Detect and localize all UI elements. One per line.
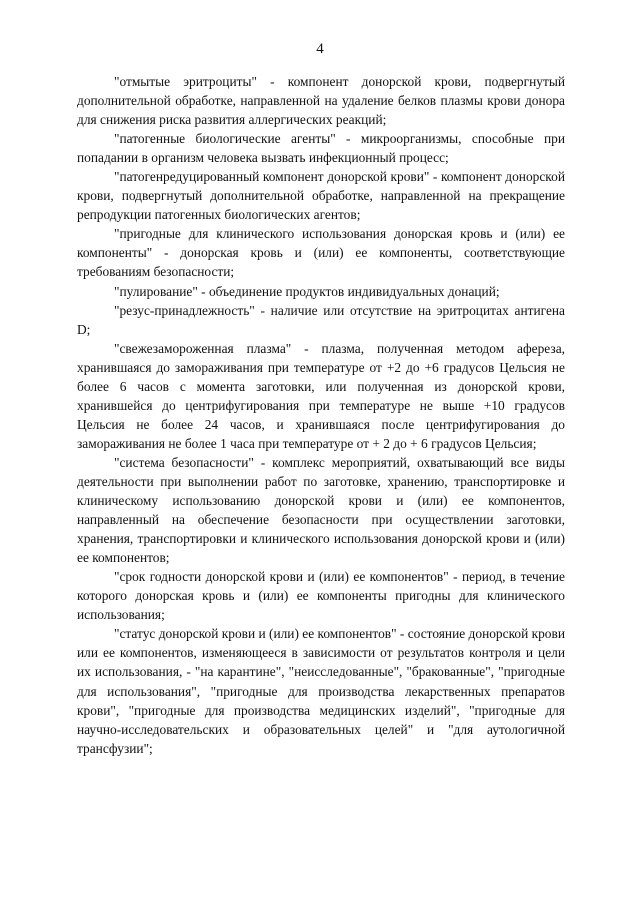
definition-pathogenic-agents: "патогенные биологические агенты" - микроорганизмы, способные при попадании в организм человека вызвать инфекционный процесс;: [77, 131, 565, 166]
definition-suitable-for-clinical-use: "пригодные для клинического использования донорская кровь и (или) ее компоненты" - донорская кровь и (или) ее компоненты, соответствующие требованиям безопасности;: [77, 226, 565, 280]
definition-pooling: "пулирование" - объединение продуктов индивидуальных донаций;: [114, 283, 500, 299]
page-number: 4: [316, 41, 324, 57]
definition-status: "статус донорской крови и (или) ее компонентов" - состояние донорской крови или ее компонентов, изменяющееся в зависимости от результатов контроля и цели их использования, - "на карантине", "неисследованные", "бракованные", "пригодные для использования", "пригодные для производства лекарственных препаратов крови", "пригодные для производства медицинских изделий", "пригодные для научно-исследовательских и образовательных целей" и "для аутологичной трансфузии";: [77, 626, 565, 756]
definition-fresh-frozen-plasma: "свежезамороженная плазма" - плазма, полученная методом афереза, хранившаяся до замораживания при температуре от +2 до +6 градусов Цельсия не более 6 часов с момента заготовки, или полученная из донорской крови, хранившейся до центрифугирования при температуре не выше +10 градусов Цельсия не более 24 часов, и хранившаяся после центрифугирования до замораживания не более 1 часа при температуре от + 2 до + 6 градусов Цельсия;: [77, 340, 565, 451]
definition-safety-system: "система безопасности" - комплекс мероприятий, охватывающий все виды деятельности при выполнении работ по заготовке, хранению, транспортировке и клиническому использованию донорской крови и (или) ее компонентов, направленный на обеспечение безопасности при осуществлении заготовки, хранения, транспортировки и клинического использования донорской крови и (или) ее компонентов;: [77, 454, 565, 566]
definition-shelf-life: "срок годности донорской крови и (или) ее компонентов" - период, в течение которого донорская кровь и (или) ее компоненты пригодны для клинического использования;: [77, 569, 565, 623]
definition-washed-erythrocytes: "отмытые эритроциты" - компонент донорской крови, подвергнутый дополнительной обработке, направленной на удаление белков плазмы крови донора для снижения риска развития аллергических реакций;: [77, 74, 565, 128]
document-body: [77, 72, 565, 758]
definition-rh-factor: "резус-принадлежность" - наличие или отсутствие на эритроцитах антигена D;: [77, 302, 565, 337]
definition-pathogen-reduced-component: "патогенредуцированный компонент донорской крови" - компонент донорской крови, подвергнутый дополнительной обработке, направленной на прекращение репродукции патогенных биологических агентов;: [77, 169, 565, 223]
